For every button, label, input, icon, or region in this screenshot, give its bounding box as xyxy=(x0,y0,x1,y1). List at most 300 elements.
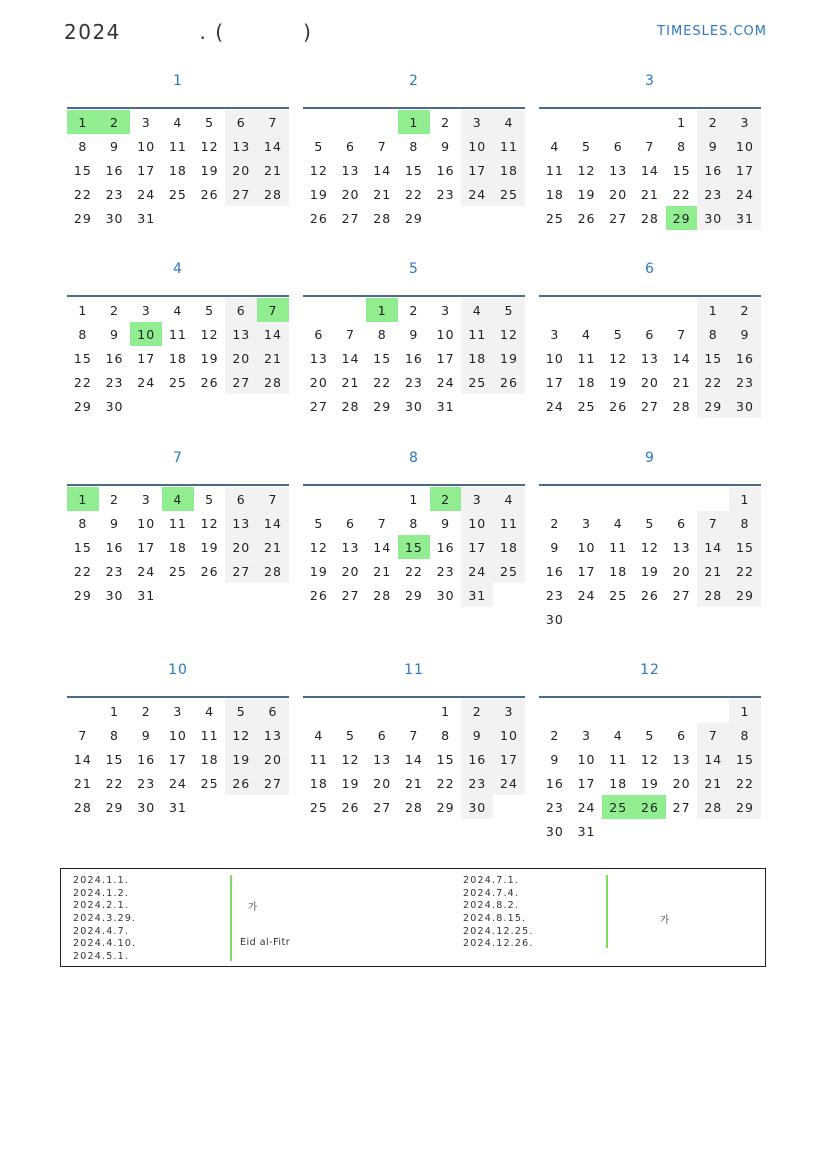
day-cell[interactable]: 19 xyxy=(341,775,360,791)
day-cell[interactable]: 14 xyxy=(373,539,392,555)
day-cell[interactable]: 27 xyxy=(609,210,628,226)
day-cell[interactable]: 17 xyxy=(461,158,493,182)
day-cell[interactable]: 26 xyxy=(200,374,219,390)
day-cell[interactable]: 4 xyxy=(205,703,215,719)
day-cell[interactable]: 20 xyxy=(257,747,289,771)
day-cell[interactable]: 30 xyxy=(436,587,455,603)
day-cell[interactable]: 13 xyxy=(225,134,257,158)
day-cell[interactable]: 5 xyxy=(205,114,215,130)
day-cell[interactable]: 20 xyxy=(225,158,257,182)
day-cell[interactable]: 10 xyxy=(461,134,493,158)
day-cell[interactable]: 2 xyxy=(461,699,493,723)
day-cell[interactable]: 8 xyxy=(409,138,419,154)
day-cell[interactable]: 6 xyxy=(677,515,687,531)
day-cell[interactable]: 14 xyxy=(257,134,289,158)
day-cell[interactable]: 4 xyxy=(582,326,591,342)
day-cell[interactable]: 24 xyxy=(577,799,596,815)
day-cell[interactable]: 23 xyxy=(105,186,124,202)
day-cell[interactable]: 29 xyxy=(729,583,761,607)
day-cell[interactable]: 10 xyxy=(577,539,596,555)
day-cell[interactable]: 22 xyxy=(729,771,761,795)
day-cell[interactable]: 8 xyxy=(78,515,88,531)
day-cell[interactable]: 18 xyxy=(168,539,187,555)
day-cell[interactable]: 24 xyxy=(168,775,187,791)
day-cell[interactable]: 31 xyxy=(137,587,156,603)
day-cell[interactable]: 11 xyxy=(168,326,187,342)
day-cell[interactable]: 7 xyxy=(257,110,289,134)
day-cell[interactable]: 22 xyxy=(404,186,423,202)
day-cell[interactable]: 18 xyxy=(609,563,628,579)
day-cell[interactable]: 18 xyxy=(461,346,493,370)
day-cell[interactable]: 25 xyxy=(461,370,493,394)
day-cell[interactable]: 31 xyxy=(461,583,493,607)
day-cell[interactable]: 15 xyxy=(373,350,392,366)
day-cell[interactable]: 8 xyxy=(697,322,729,346)
day-cell[interactable]: 23 xyxy=(436,186,455,202)
day-cell[interactable]: 31 xyxy=(577,823,596,839)
day-cell[interactable]: 10 xyxy=(168,727,187,743)
day-cell[interactable]: 13 xyxy=(672,751,691,767)
day-cell[interactable]: 2 xyxy=(99,110,131,134)
day-cell[interactable]: 30 xyxy=(404,398,423,414)
day-cell[interactable]: 16 xyxy=(404,350,423,366)
day-cell[interactable]: 25 xyxy=(493,182,525,206)
day-cell[interactable]: 17 xyxy=(729,158,761,182)
day-cell[interactable]: 10 xyxy=(137,515,156,531)
day-cell[interactable]: 21 xyxy=(257,346,289,370)
day-cell[interactable]: 6 xyxy=(346,515,355,531)
day-cell[interactable]: 9 xyxy=(110,515,119,531)
day-cell[interactable]: 8 xyxy=(78,326,88,342)
day-cell[interactable]: 21 xyxy=(697,771,729,795)
day-cell[interactable]: 21 xyxy=(672,374,691,390)
day-cell[interactable]: 8 xyxy=(677,138,687,154)
day-cell[interactable]: 12 xyxy=(609,350,628,366)
day-cell[interactable]: 27 xyxy=(225,370,257,394)
day-cell[interactable]: 18 xyxy=(609,775,628,791)
day-cell[interactable]: 11 xyxy=(200,727,219,743)
day-cell[interactable]: 14 xyxy=(73,751,92,767)
day-cell[interactable]: 10 xyxy=(130,322,162,346)
day-cell[interactable]: 4 xyxy=(461,298,493,322)
day-cell[interactable]: 3 xyxy=(461,487,493,511)
day-cell[interactable]: 24 xyxy=(137,186,156,202)
day-cell[interactable]: 10 xyxy=(461,511,493,535)
day-cell[interactable]: 22 xyxy=(404,563,423,579)
day-cell[interactable]: 21 xyxy=(373,186,392,202)
day-cell[interactable]: 19 xyxy=(200,539,219,555)
day-cell[interactable]: 23 xyxy=(545,799,564,815)
day-cell[interactable]: 28 xyxy=(373,587,392,603)
day-cell[interactable]: 18 xyxy=(493,158,525,182)
day-cell[interactable]: 6 xyxy=(225,110,257,134)
day-cell[interactable]: 4 xyxy=(493,110,525,134)
day-cell[interactable]: 11 xyxy=(168,138,187,154)
day-cell[interactable]: 7 xyxy=(697,723,729,747)
day-cell[interactable]: 12 xyxy=(640,751,659,767)
day-cell[interactable]: 30 xyxy=(105,587,124,603)
day-cell[interactable]: 9 xyxy=(141,727,151,743)
day-cell[interactable]: 9 xyxy=(441,138,451,154)
day-cell[interactable]: 12 xyxy=(493,322,525,346)
day-cell[interactable]: 16 xyxy=(436,162,455,178)
day-cell[interactable]: 30 xyxy=(137,799,156,815)
day-cell[interactable]: 16 xyxy=(729,346,761,370)
day-cell[interactable]: 19 xyxy=(309,563,328,579)
day-cell[interactable]: 25 xyxy=(168,186,187,202)
day-cell[interactable]: 20 xyxy=(309,374,328,390)
day-cell[interactable]: 1 xyxy=(677,114,687,130)
day-cell[interactable]: 27 xyxy=(309,398,328,414)
day-cell[interactable]: 18 xyxy=(577,374,596,390)
day-cell[interactable]: 27 xyxy=(672,799,691,815)
day-cell[interactable]: 17 xyxy=(137,539,156,555)
day-cell[interactable]: 1 xyxy=(729,487,761,511)
day-cell[interactable]: 4 xyxy=(613,727,623,743)
day-cell[interactable]: 1 xyxy=(67,110,99,134)
day-cell[interactable]: 17 xyxy=(461,535,493,559)
day-cell[interactable]: 21 xyxy=(373,563,392,579)
day-cell[interactable]: 18 xyxy=(200,751,219,767)
day-cell[interactable]: 10 xyxy=(729,134,761,158)
day-cell[interactable]: 5 xyxy=(645,727,655,743)
day-cell[interactable]: 24 xyxy=(493,771,525,795)
day-cell[interactable]: 30 xyxy=(545,823,564,839)
day-cell[interactable]: 1 xyxy=(409,491,419,507)
day-cell[interactable]: 21 xyxy=(341,374,360,390)
day-cell[interactable]: 19 xyxy=(577,186,596,202)
day-cell[interactable]: 27 xyxy=(225,182,257,206)
day-cell[interactable]: 25 xyxy=(577,398,596,414)
day-cell[interactable]: 10 xyxy=(493,723,525,747)
day-cell[interactable]: 30 xyxy=(697,206,729,230)
day-cell[interactable]: 4 xyxy=(493,487,525,511)
day-cell[interactable]: 25 xyxy=(168,374,187,390)
day-cell[interactable]: 31 xyxy=(137,210,156,226)
day-cell[interactable]: 5 xyxy=(645,515,655,531)
day-cell[interactable]: 6 xyxy=(377,727,387,743)
day-cell[interactable]: 10 xyxy=(137,138,156,154)
day-cell[interactable]: 12 xyxy=(309,539,328,555)
day-cell[interactable]: 1 xyxy=(398,110,430,134)
day-cell[interactable]: 7 xyxy=(257,298,289,322)
day-cell[interactable]: 15 xyxy=(73,539,92,555)
day-cell[interactable]: 5 xyxy=(613,326,623,342)
day-cell[interactable]: 5 xyxy=(493,298,525,322)
day-cell[interactable]: 24 xyxy=(729,182,761,206)
day-cell[interactable]: 5 xyxy=(205,491,215,507)
day-cell[interactable]: 28 xyxy=(373,210,392,226)
day-cell[interactable]: 13 xyxy=(225,322,257,346)
day-cell[interactable]: 15 xyxy=(729,535,761,559)
day-cell[interactable]: 6 xyxy=(257,699,289,723)
day-cell[interactable]: 20 xyxy=(341,186,360,202)
day-cell[interactable]: 16 xyxy=(105,162,124,178)
day-cell[interactable]: 22 xyxy=(697,370,729,394)
day-cell[interactable]: 22 xyxy=(672,186,691,202)
day-cell[interactable]: 8 xyxy=(78,138,88,154)
day-cell[interactable]: 2 xyxy=(697,110,729,134)
day-cell[interactable]: 26 xyxy=(640,587,659,603)
day-cell[interactable]: 25 xyxy=(200,775,219,791)
day-cell[interactable]: 2 xyxy=(141,703,151,719)
day-cell[interactable]: 19 xyxy=(309,186,328,202)
day-cell[interactable]: 19 xyxy=(640,563,659,579)
day-cell[interactable]: 13 xyxy=(309,350,328,366)
day-cell[interactable]: 22 xyxy=(73,186,92,202)
day-cell[interactable]: 14 xyxy=(640,162,659,178)
day-cell[interactable]: 16 xyxy=(461,747,493,771)
day-cell[interactable]: 12 xyxy=(309,162,328,178)
day-cell[interactable]: 1 xyxy=(366,298,398,322)
day-cell[interactable]: 13 xyxy=(257,723,289,747)
day-cell[interactable]: 6 xyxy=(645,326,655,342)
day-cell[interactable]: 16 xyxy=(137,751,156,767)
day-cell[interactable]: 29 xyxy=(373,398,392,414)
day-cell[interactable]: 26 xyxy=(225,771,257,795)
day-cell[interactable]: 9 xyxy=(729,322,761,346)
day-cell[interactable]: 14 xyxy=(404,751,423,767)
day-cell[interactable]: 5 xyxy=(582,138,591,154)
day-cell[interactable]: 9 xyxy=(697,134,729,158)
day-cell[interactable]: 3 xyxy=(461,110,493,134)
day-cell[interactable]: 29 xyxy=(105,799,124,815)
day-cell[interactable]: 18 xyxy=(168,162,187,178)
day-cell[interactable]: 28 xyxy=(640,210,659,226)
day-cell[interactable]: 14 xyxy=(697,747,729,771)
day-cell[interactable]: 31 xyxy=(729,206,761,230)
day-cell[interactable]: 13 xyxy=(341,539,360,555)
day-cell[interactable]: 2 xyxy=(550,727,560,743)
day-cell[interactable]: 6 xyxy=(225,298,257,322)
day-cell[interactable]: 11 xyxy=(493,134,525,158)
day-cell[interactable]: 26 xyxy=(309,210,328,226)
day-cell[interactable]: 11 xyxy=(461,322,493,346)
day-cell[interactable]: 17 xyxy=(137,162,156,178)
day-cell[interactable]: 20 xyxy=(373,775,392,791)
day-cell[interactable]: 24 xyxy=(461,559,493,583)
day-cell[interactable]: 2 xyxy=(550,515,560,531)
day-cell[interactable]: 14 xyxy=(257,322,289,346)
day-cell[interactable]: 6 xyxy=(314,326,324,342)
day-cell[interactable]: 12 xyxy=(225,723,257,747)
day-cell[interactable]: 22 xyxy=(105,775,124,791)
day-cell[interactable]: 21 xyxy=(257,158,289,182)
day-cell[interactable]: 21 xyxy=(257,535,289,559)
day-cell[interactable]: 27 xyxy=(672,587,691,603)
day-cell[interactable]: 19 xyxy=(493,346,525,370)
day-cell[interactable]: 17 xyxy=(577,775,596,791)
day-cell[interactable]: 9 xyxy=(110,138,119,154)
day-cell[interactable]: 16 xyxy=(697,158,729,182)
day-cell[interactable]: 26 xyxy=(493,370,525,394)
day-cell[interactable]: 30 xyxy=(105,398,124,414)
day-cell[interactable]: 8 xyxy=(441,727,451,743)
day-cell[interactable]: 23 xyxy=(697,182,729,206)
day-cell[interactable]: 12 xyxy=(341,751,360,767)
day-cell[interactable]: 29 xyxy=(436,799,455,815)
day-cell[interactable]: 20 xyxy=(609,186,628,202)
day-cell[interactable]: 28 xyxy=(73,799,92,815)
day-cell[interactable]: 16 xyxy=(105,539,124,555)
day-cell[interactable]: 13 xyxy=(373,751,392,767)
day-cell[interactable]: 6 xyxy=(225,487,257,511)
day-cell[interactable]: 14 xyxy=(373,162,392,178)
day-cell[interactable]: 25 xyxy=(602,795,634,819)
day-cell[interactable]: 3 xyxy=(729,110,761,134)
day-cell[interactable]: 25 xyxy=(168,563,187,579)
day-cell[interactable]: 1 xyxy=(729,699,761,723)
day-cell[interactable]: 3 xyxy=(582,727,591,743)
day-cell[interactable]: 20 xyxy=(225,535,257,559)
day-cell[interactable]: 3 xyxy=(141,302,151,318)
day-cell[interactable]: 28 xyxy=(697,795,729,819)
day-cell[interactable]: 6 xyxy=(677,727,687,743)
day-cell[interactable]: 30 xyxy=(545,611,564,627)
day-cell[interactable]: 23 xyxy=(105,374,124,390)
day-cell[interactable]: 27 xyxy=(257,771,289,795)
day-cell[interactable]: 7 xyxy=(257,487,289,511)
day-cell[interactable]: 25 xyxy=(609,587,628,603)
day-cell[interactable]: 19 xyxy=(640,775,659,791)
day-cell[interactable]: 16 xyxy=(545,563,564,579)
day-cell[interactable]: 28 xyxy=(697,583,729,607)
day-cell[interactable]: 4 xyxy=(162,487,194,511)
day-cell[interactable]: 8 xyxy=(729,723,761,747)
day-cell[interactable]: 9 xyxy=(110,326,119,342)
day-cell[interactable]: 11 xyxy=(168,515,187,531)
day-cell[interactable]: 29 xyxy=(697,394,729,418)
day-cell[interactable]: 24 xyxy=(577,587,596,603)
day-cell[interactable]: 25 xyxy=(493,559,525,583)
day-cell[interactable]: 5 xyxy=(225,699,257,723)
day-cell[interactable]: 27 xyxy=(341,587,360,603)
day-cell[interactable]: 21 xyxy=(73,775,92,791)
day-cell[interactable]: 3 xyxy=(582,515,591,531)
day-cell[interactable]: 15 xyxy=(697,346,729,370)
day-cell[interactable]: 12 xyxy=(200,515,219,531)
day-cell[interactable]: 29 xyxy=(73,210,92,226)
day-cell[interactable]: 4 xyxy=(613,515,623,531)
day-cell[interactable]: 20 xyxy=(672,775,691,791)
day-cell[interactable]: 28 xyxy=(257,370,289,394)
day-cell[interactable]: 4 xyxy=(314,727,324,743)
day-cell[interactable]: 7 xyxy=(645,138,655,154)
day-cell[interactable]: 7 xyxy=(677,326,687,342)
day-cell[interactable]: 5 xyxy=(314,515,324,531)
day-cell[interactable]: 23 xyxy=(461,771,493,795)
day-cell[interactable]: 27 xyxy=(225,559,257,583)
day-cell[interactable]: 29 xyxy=(404,210,423,226)
day-cell[interactable]: 11 xyxy=(609,751,628,767)
day-cell[interactable]: 29 xyxy=(404,587,423,603)
day-cell[interactable]: 13 xyxy=(640,350,659,366)
day-cell[interactable]: 18 xyxy=(545,186,564,202)
day-cell[interactable]: 11 xyxy=(309,751,328,767)
day-cell[interactable]: 29 xyxy=(73,398,92,414)
day-cell[interactable]: 26 xyxy=(200,563,219,579)
day-cell[interactable]: 15 xyxy=(73,350,92,366)
day-cell[interactable]: 27 xyxy=(341,210,360,226)
day-cell[interactable]: 15 xyxy=(436,751,455,767)
day-cell[interactable]: 26 xyxy=(200,186,219,202)
day-cell[interactable]: 3 xyxy=(441,302,451,318)
brand-link[interactable]: TIMESLES.COM xyxy=(657,24,767,39)
day-cell[interactable]: 15 xyxy=(398,535,430,559)
day-cell[interactable]: 26 xyxy=(341,799,360,815)
day-cell[interactable]: 11 xyxy=(577,350,596,366)
day-cell[interactable]: 2 xyxy=(729,298,761,322)
day-cell[interactable]: 9 xyxy=(550,539,560,555)
day-cell[interactable]: 8 xyxy=(729,511,761,535)
day-cell[interactable]: 23 xyxy=(729,370,761,394)
day-cell[interactable]: 12 xyxy=(200,138,219,154)
day-cell[interactable]: 26 xyxy=(609,398,628,414)
day-cell[interactable]: 30 xyxy=(105,210,124,226)
day-cell[interactable]: 20 xyxy=(640,374,659,390)
day-cell[interactable]: 19 xyxy=(225,747,257,771)
day-cell[interactable]: 25 xyxy=(545,210,564,226)
day-cell[interactable]: 3 xyxy=(141,114,151,130)
day-cell[interactable]: 12 xyxy=(200,326,219,342)
day-cell[interactable]: 18 xyxy=(493,535,525,559)
day-cell[interactable]: 17 xyxy=(436,350,455,366)
day-cell[interactable]: 14 xyxy=(672,350,691,366)
day-cell[interactable]: 30 xyxy=(729,394,761,418)
day-cell[interactable]: 23 xyxy=(545,587,564,603)
day-cell[interactable]: 15 xyxy=(729,747,761,771)
day-cell[interactable]: 24 xyxy=(137,563,156,579)
day-cell[interactable]: 7 xyxy=(409,727,419,743)
day-cell[interactable]: 29 xyxy=(729,795,761,819)
day-cell[interactable]: 22 xyxy=(373,374,392,390)
day-cell[interactable]: 24 xyxy=(436,374,455,390)
day-cell[interactable]: 15 xyxy=(672,162,691,178)
day-cell[interactable]: 16 xyxy=(545,775,564,791)
day-cell[interactable]: 19 xyxy=(200,350,219,366)
day-cell[interactable]: 24 xyxy=(545,398,564,414)
day-cell[interactable]: 2 xyxy=(430,487,462,511)
day-cell[interactable]: 8 xyxy=(409,515,419,531)
day-cell[interactable]: 4 xyxy=(173,114,183,130)
day-cell[interactable]: 16 xyxy=(105,350,124,366)
day-cell[interactable]: 2 xyxy=(441,114,451,130)
day-cell[interactable]: 21 xyxy=(640,186,659,202)
day-cell[interactable]: 10 xyxy=(577,751,596,767)
day-cell[interactable]: 13 xyxy=(609,162,628,178)
day-cell[interactable]: 7 xyxy=(377,515,387,531)
day-cell[interactable]: 27 xyxy=(640,398,659,414)
day-cell[interactable]: 15 xyxy=(73,162,92,178)
day-cell[interactable]: 14 xyxy=(341,350,360,366)
day-cell[interactable]: 28 xyxy=(404,799,423,815)
day-cell[interactable]: 19 xyxy=(200,162,219,178)
day-cell[interactable]: 1 xyxy=(110,703,119,719)
day-cell[interactable]: 17 xyxy=(493,747,525,771)
day-cell[interactable]: 15 xyxy=(404,162,423,178)
day-cell[interactable]: 16 xyxy=(436,539,455,555)
day-cell[interactable]: 22 xyxy=(73,374,92,390)
day-cell[interactable]: 22 xyxy=(436,775,455,791)
day-cell[interactable]: 5 xyxy=(314,138,324,154)
day-cell[interactable]: 12 xyxy=(640,539,659,555)
day-cell[interactable]: 14 xyxy=(697,535,729,559)
day-cell[interactable]: 7 xyxy=(697,511,729,535)
day-cell[interactable]: 1 xyxy=(78,302,88,318)
day-cell[interactable]: 28 xyxy=(257,182,289,206)
day-cell[interactable]: 1 xyxy=(67,487,99,511)
day-cell[interactable]: 29 xyxy=(73,587,92,603)
